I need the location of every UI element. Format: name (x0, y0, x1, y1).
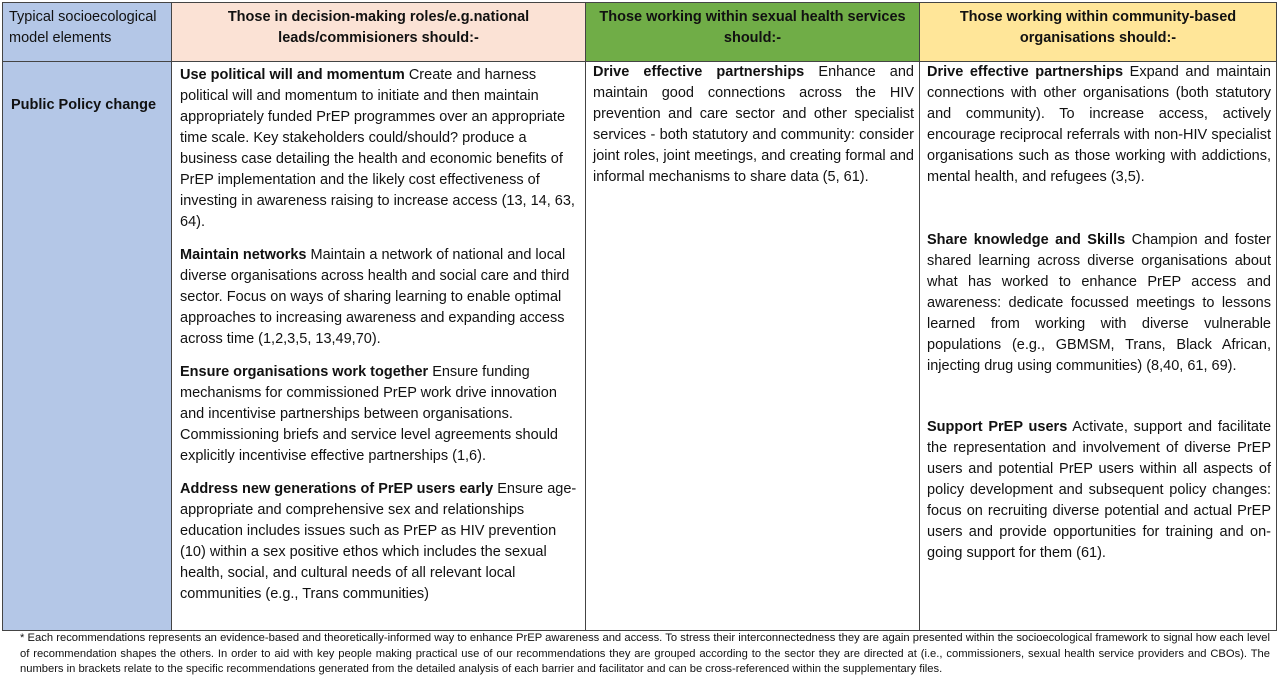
recommendation-text: Ensure age-appropriate and comprehensive sex and relationships education includes issues such as PrEP as HIV prevention (10) within a sex positive ethos which includes the sexual health, social, and cultural needs of all relevant local communities (e.g., Trans communities) (180, 481, 577, 602)
header-community-text: Those working within community-based organisations should:- (959, 9, 1237, 46)
recommendation-title: Share knowledge and Skills (927, 232, 1126, 248)
recommendation-text: Maintain a network of national and local diverse organisations across health and social care and third sector. Focus on ways of sharing learning to enable optimal approaches to increasing awareness and expanding access across time (1,2,3,5, 13,49,70). (180, 247, 570, 347)
header-sexual-health-services (586, 3, 920, 62)
recommendation-item (593, 62, 914, 188)
decision-makers-cell (172, 62, 586, 631)
recommendation-text: Champion and foster shared learning across diverse organisations about what has worked to enhance PrEP access and awareness: dedicate focussed meetings to lessons learned from working with diverse vulnerable populations (e.g., GBMSM, Trans, Black African, injecting drug using communities) (8,40, 61, 69). (927, 232, 1271, 374)
recommendation-item (180, 479, 578, 605)
community-organisations-cell (920, 62, 1277, 631)
table-footnote: * Each recommendations represents an evidence-based and theoretically-informed way to enhance PrEP awareness and access. To stress their interconnectedness they are again presented within the socioecological framework to signal how each level of recommendation shapes the others. In order to aid with key people making practical use of our recommendations they are grouped according to the sector they are directed at (i.e., commissioners, sexual health service providers and CBOs). The numbers in brackets relate to the specific recommendations generated from the detailed analysis of each barrier and facilitator and can be cross-referenced within the supplementary files. (20, 632, 1270, 675)
header-decision-makers (172, 3, 586, 62)
recommendation-title: Maintain networks (180, 247, 307, 263)
header-community-organisations (920, 3, 1277, 62)
recommendation-item (180, 245, 578, 350)
sexual-health-services-cell (586, 62, 920, 631)
recommendation-title: Use political will and momentum (180, 67, 405, 83)
recommendation-title: Support PrEP users (927, 419, 1068, 435)
recommendations-table (2, 2, 1277, 631)
header-row (3, 3, 1277, 62)
header-sexual-health-text: Those working within sexual health services should:- (599, 9, 906, 46)
recommendation-title: Drive effective partnerships (593, 64, 805, 80)
recommendation-item (180, 362, 578, 467)
header-decision-makers-text: Those in decision-making roles/e.g.national leads/commisioners should:- (227, 9, 530, 46)
recommendation-title: Drive effective partnerships (927, 64, 1124, 80)
recommendation-item (927, 62, 1271, 188)
header-model-elements (3, 3, 172, 62)
policy-row (3, 62, 1277, 631)
recommendation-text: Activate, support and facilitate the representation and involvement of diverse PrEP users and potential PrEP users within all aspects of policy development and subsequent policy changes: focus on recruiting diverse potential and actual PrEP users and provide opportunities for training and on-going support for them (61). (927, 419, 1272, 561)
row-label: Public Policy change (11, 97, 157, 113)
recommendation-title: Address new generations of PrEP users early (180, 481, 494, 497)
recommendation-text: Ensure funding mechanisms for commissioned PrEP work drive innovation and incentivise partnerships between organisations. Commissioning briefs and service level agreements should explicitly incentivise effective partnerships (1,6). (180, 364, 558, 464)
recommendation-item (180, 65, 578, 233)
recommendation-title: Ensure organisations work together (180, 364, 429, 380)
recommendation-text: Create and harness political will and momentum to initiate and then maintain appropriately funded PrEP programmes over an appropriate time scale. Key stakeholders could/should? produce a business case detailing the health and economic benefits of PrEP implementation and the likely cost effectiveness of investing in awareness raising to increase access (13, 14, 63, 64). (180, 67, 575, 230)
recommendation-text: Enhance and maintain good connections across the HIV prevention and care sector and other specialist services - both statutory and community: consider joint roles, joint meetings, and creating formal and informal mechanisms to share data (5, 61). (593, 64, 914, 185)
recommendation-item (927, 230, 1271, 377)
row-label-cell (3, 62, 172, 631)
header-model-elements-text: Typical socioecological model elements (9, 9, 157, 46)
recommendation-text: Expand and maintain connections with other organisations (both statutory and community). To increase access, actively encourage reciprocal referrals with non-HIV specialist organisations such as those working with addictions, mental health, and refugees (3,5). (927, 64, 1271, 185)
recommendation-item (927, 417, 1271, 564)
